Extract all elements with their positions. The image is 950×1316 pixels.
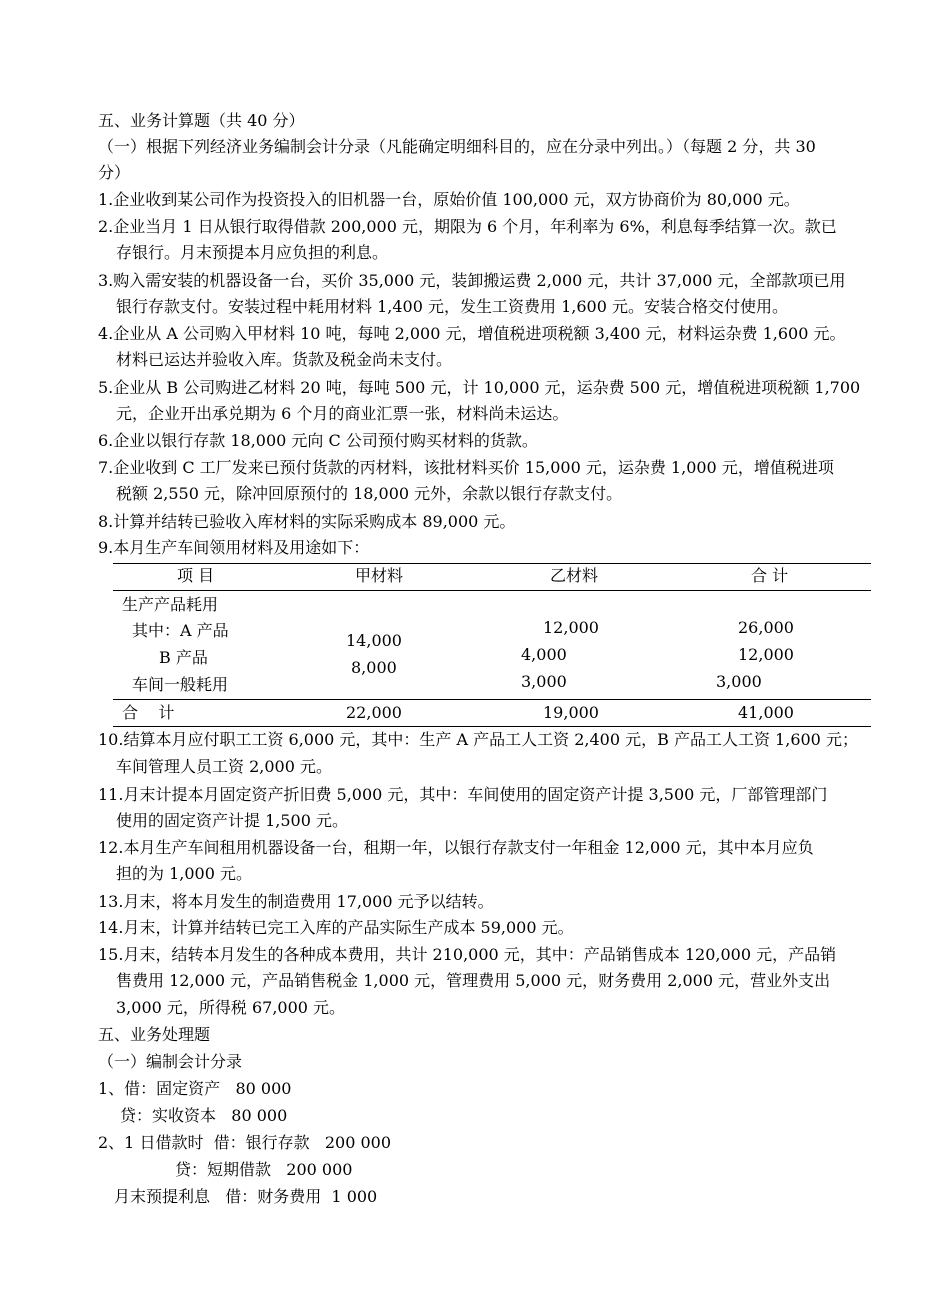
table-cell-jia: 8,000 [351, 658, 397, 677]
table-total-heji: 41,000 [738, 703, 794, 722]
material-usage-table [113, 563, 871, 727]
question-11: 11.月末计提本月固定资产折旧费 5,000 元，其中：车间使用的固定资产计提 3,500 元，厂部管理部门 [98, 785, 828, 804]
question-7: 7.企业收到 C 工厂发来已预付货款的丙材料，该批材料买价 15,000 元，运杂费 1,000 元，增值税进项 [98, 458, 834, 477]
table-cell-yi: 3,000 [521, 672, 567, 691]
question-4-cont: 材料已运达并验收入库。货款及税金尚未支付。 [116, 350, 453, 369]
question-3-cont: 银行存款支付。安装过程中耗用材料 1,400 元，发生工资费用 1,600 元。安装合格交付使用。 [116, 297, 788, 316]
table-cell-yi: 12,000 [543, 618, 599, 637]
question-13: 13.月末，将本月发生的制造费用 17,000 元予以结转。 [98, 892, 494, 911]
question-4: 4.企业从 A 公司购入甲材料 10 吨，每吨 2,000 元，增值税进项税额 3,400 元，材料运杂费 1,600 元。 [98, 324, 846, 343]
answer-1-credit: 贷：实收资本 80 000 [120, 1106, 288, 1125]
question-15: 15.月末，结转本月发生的各种成本费用，共计 210,000 元，其中：产品销售成本 120,000 元，产品销 [98, 945, 837, 964]
question-2-cont: 存银行。月末预提本月应负担的利息。 [116, 243, 389, 262]
table-row-label: B 产品 [159, 648, 208, 667]
table-header-yi: 乙材料 [550, 566, 599, 585]
subsection-intro-cont: 分） [98, 163, 131, 182]
section-title: 五、业务计算题（共 40 分） [98, 111, 305, 130]
answer-1-debit: 1、借：固定资产 80 000 [98, 1079, 292, 1098]
answer-2-debit: 2、1 日借款时 借：银行存款 200 000 [98, 1133, 392, 1152]
table-cell-heji: 12,000 [738, 645, 794, 664]
table-cell-heji: 3,000 [716, 672, 762, 691]
question-12: 12.本月生产车间租用机器设备一台，租期一年，以银行存款支付一年租金 12,000 元，其中本月应负 [98, 838, 814, 857]
question-10-cont: 车间管理人员工资 2,000 元。 [116, 757, 332, 776]
question-2: 2.企业当月 1 日从银行取得借款 200,000 元，期限为 6 个月，年利率为 6%，利息每季结算一次。款已 [98, 217, 837, 236]
table-header-item: 项 目 [177, 566, 215, 585]
question-1: 1.企业收到某公司作为投资投入的旧机器一台，原始价值 100,000 元，双方协商价为 80,000 元。 [98, 190, 800, 209]
table-row-label: 车间一般耗用 [132, 675, 229, 694]
table-header-rule [113, 590, 871, 591]
table-total-yi: 19,000 [543, 703, 599, 722]
question-5: 5.企业从 B 公司购进乙材料 20 吨，每吨 500 元，计 10,000 元，运杂费 500 元，增值税进项税额 1,700 [98, 378, 861, 397]
question-12-cont: 担的为 1,000 元。 [116, 864, 252, 883]
table-header-heji: 合 计 [751, 566, 789, 585]
answer-2-accrue: 月末预提利息 借：财务费用 1 000 [114, 1187, 378, 1206]
table-total-label: 合 计 [122, 703, 175, 722]
question-10: 10.结算本月应付职工工资 6,000 元，其中：生产 A 产品工人工资 2,400 元，B 产品工人工资 1,600 元； [98, 730, 858, 749]
question-9: 9.本月生产车间领用材料及用途如下： [98, 538, 370, 557]
question-5-cont: 元，企业开出承兑期为 6 个月的商业汇票一张，材料尚未运达。 [116, 404, 569, 423]
question-11-cont: 使用的固定资产计提 1,500 元。 [116, 811, 348, 830]
question-15-cont2: 3,000 元，所得税 67,000 元。 [116, 998, 346, 1017]
question-7-cont: 税额 2,550 元，除冲回原预付的 18,000 元外，余款以银行存款支付。 [116, 484, 623, 503]
table-cell-jia: 14,000 [346, 631, 402, 650]
table-total-rule [113, 699, 871, 700]
answer-subtitle: （一）编制会计分录 [98, 1052, 243, 1071]
question-15-cont: 售费用 12,000 元，产品销售税金 1,000 元，管理费用 5,000 元，财务费用 2,000 元，营业外支出 [116, 971, 831, 990]
table-header-jia: 甲材料 [355, 566, 404, 585]
question-6: 6.企业以银行存款 18,000 元向 C 公司预付购买材料的货款。 [98, 431, 538, 450]
table-top-rule [113, 563, 871, 564]
table-row-label: 其中：A 产品 [132, 621, 229, 640]
answer-title: 五、业务处理题 [98, 1025, 211, 1044]
subsection-intro: （一）根据下列经济业务编制会计分录（凡能确定明细科目的，应在分录中列出。）（每题 2 分，共 30 [98, 137, 816, 156]
question-3: 3.购入需安装的机器设备一台，买价 35,000 元，装卸搬运费 2,000 元，共计 37,000 元，全部款项已用 [98, 271, 846, 290]
question-14: 14.月末，计算并结转已完工入库的产品实际生产成本 59,000 元。 [98, 918, 574, 937]
answer-2-credit: 贷：短期借款 200 000 [175, 1160, 353, 1179]
question-8: 8.计算并结转已验收入库材料的实际采购成本 89,000 元。 [98, 512, 516, 531]
table-bottom-rule [113, 726, 871, 727]
table-cell-heji: 26,000 [738, 618, 794, 637]
table-cell-yi: 4,000 [521, 645, 567, 664]
table-total-jia: 22,000 [346, 703, 402, 722]
table-row-label: 生产产品耗用 [122, 595, 219, 614]
